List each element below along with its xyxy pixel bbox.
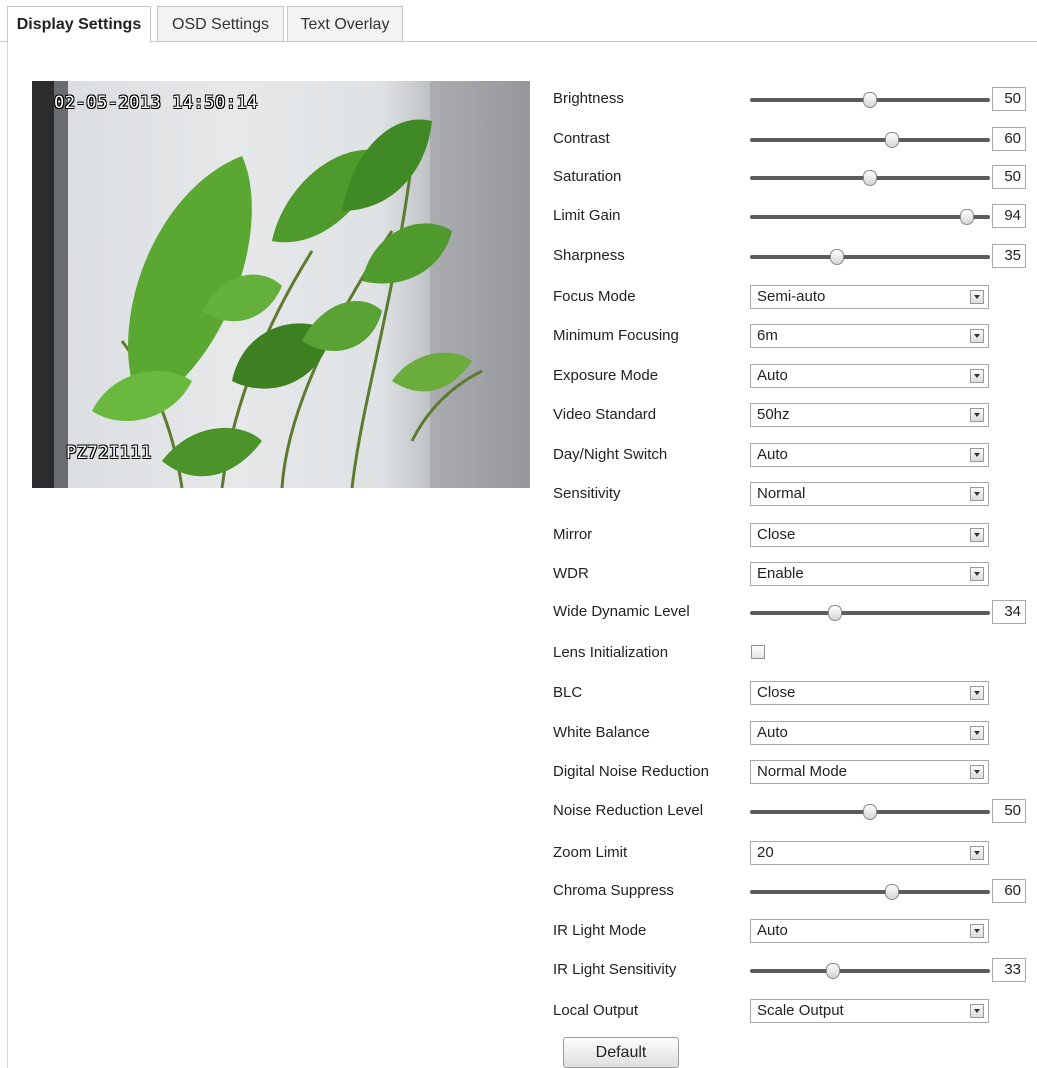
setting-row-white-balance <box>553 719 1033 749</box>
day-night-switch-select[interactable] <box>750 443 989 467</box>
slider-handle[interactable] <box>828 605 842 621</box>
tab-text-overlay[interactable]: Text Overlay <box>287 6 403 41</box>
ir-light-sensitivity-slider[interactable] <box>750 956 990 986</box>
sensitivity-select[interactable] <box>750 482 989 506</box>
zoom-limit-select[interactable] <box>750 841 989 865</box>
slider-handle[interactable] <box>826 963 840 979</box>
setting-label: Digital Noise Reduction <box>553 763 709 780</box>
setting-label: White Balance <box>553 724 650 741</box>
select-value: Auto <box>757 367 788 384</box>
frame-edge <box>54 81 68 488</box>
saturation-slider[interactable] <box>750 163 990 193</box>
dropdown-arrow-icon[interactable] <box>970 369 984 383</box>
setting-row-local-output <box>553 997 1033 1027</box>
slider-handle[interactable] <box>863 92 877 108</box>
dropdown-arrow-icon[interactable] <box>970 408 984 422</box>
limit-gain-slider[interactable] <box>750 202 990 232</box>
select-value: Auto <box>757 724 788 741</box>
select-value: Scale Output <box>757 1002 844 1019</box>
live-video-preview[interactable] <box>32 81 530 488</box>
setting-row-wide-dynamic-level <box>553 598 1033 628</box>
dropdown-arrow-icon[interactable] <box>970 448 984 462</box>
noise-reduction-level-value[interactable]: 50 <box>992 799 1026 823</box>
white-balance-select[interactable] <box>750 721 989 745</box>
setting-label: WDR <box>553 565 589 582</box>
setting-row-lens-initialization <box>553 639 1033 669</box>
setting-row-video-standard <box>553 401 1033 431</box>
contrast-value[interactable]: 60 <box>992 127 1026 151</box>
minimum-focusing-select[interactable] <box>750 324 989 348</box>
setting-label: Exposure Mode <box>553 367 659 384</box>
slider-handle[interactable] <box>863 170 877 186</box>
setting-row-zoom-limit <box>553 839 1033 869</box>
setting-label: Chroma Suppress <box>553 882 674 899</box>
setting-label: Zoom Limit <box>553 844 628 861</box>
sharpness-value[interactable]: 35 <box>992 244 1026 268</box>
wide-dynamic-level-slider[interactable] <box>750 598 990 628</box>
wide-dynamic-level-value[interactable]: 34 <box>992 600 1026 624</box>
plant-leaves <box>92 119 472 476</box>
video-standard-select[interactable] <box>750 403 989 427</box>
chroma-suppress-value[interactable]: 60 <box>992 879 1026 903</box>
dropdown-arrow-icon[interactable] <box>970 846 984 860</box>
select-value: Normal Mode <box>757 763 848 780</box>
setting-row-ir-light-sensitivity <box>553 956 1033 986</box>
tab-display-settings[interactable]: Display Settings <box>7 6 151 43</box>
setting-label: Noise Reduction Level <box>553 802 704 819</box>
dropdown-arrow-icon[interactable] <box>970 1004 984 1018</box>
setting-label: Contrast <box>553 130 610 147</box>
slider-handle[interactable] <box>863 804 877 820</box>
setting-row-saturation <box>553 163 1033 193</box>
limit-gain-value[interactable]: 94 <box>992 204 1026 228</box>
setting-label: Lens Initialization <box>553 644 669 661</box>
select-value: Semi-auto <box>757 288 826 305</box>
setting-label: IR Light Sensitivity <box>553 961 677 978</box>
ir-light-mode-select[interactable] <box>750 919 989 943</box>
slider-track[interactable] <box>750 890 990 894</box>
dropdown-arrow-icon[interactable] <box>970 567 984 581</box>
setting-row-chroma-suppress <box>553 877 1033 907</box>
setting-row-exposure-mode <box>553 362 1033 392</box>
default-button[interactable]: Default <box>563 1037 679 1068</box>
dropdown-arrow-icon[interactable] <box>970 726 984 740</box>
tab-bar <box>0 0 1037 42</box>
video-timestamp: 02-05-2013 14:50:14 <box>54 93 258 113</box>
dropdown-arrow-icon[interactable] <box>970 528 984 542</box>
setting-label: Brightness <box>553 90 624 107</box>
setting-label: Day/Night Switch <box>553 446 668 463</box>
select-value: Auto <box>757 446 788 463</box>
sharpness-slider[interactable] <box>750 242 990 272</box>
noise-reduction-level-slider[interactable] <box>750 797 990 827</box>
setting-row-ir-light-mode <box>553 917 1033 947</box>
dark-edge <box>32 81 54 488</box>
setting-label: IR Light Mode <box>553 922 647 939</box>
setting-label: Minimum Focusing <box>553 327 679 344</box>
setting-label: BLC <box>553 684 583 701</box>
setting-row-sensitivity <box>553 480 1033 510</box>
wdr-select[interactable] <box>750 562 989 586</box>
local-output-select[interactable] <box>750 999 989 1023</box>
setting-row-limit-gain <box>553 202 1033 232</box>
setting-label: Wide Dynamic Level <box>553 603 690 620</box>
setting-label: Sharpness <box>553 247 625 264</box>
slider-handle[interactable] <box>885 884 899 900</box>
setting-row-blc <box>553 679 1033 709</box>
tab-baseline <box>0 41 1037 42</box>
setting-label: Video Standard <box>553 406 657 423</box>
setting-row-noise-reduction-level <box>553 797 1033 827</box>
slider-track[interactable] <box>750 215 990 219</box>
tab-osd-settings[interactable]: OSD Settings <box>157 6 284 41</box>
lens-initialization-checkbox[interactable] <box>751 645 765 659</box>
setting-row-brightness <box>553 85 1033 115</box>
dropdown-arrow-icon[interactable] <box>970 924 984 938</box>
setting-row-wdr <box>553 560 1033 590</box>
ir-light-sensitivity-value[interactable]: 33 <box>992 958 1026 982</box>
digital-noise-reduction-select[interactable] <box>750 760 989 784</box>
chroma-suppress-slider[interactable] <box>750 877 990 907</box>
dropdown-arrow-icon[interactable] <box>970 290 984 304</box>
video-scene <box>32 81 530 488</box>
select-value: 50hz <box>757 406 790 423</box>
dropdown-arrow-icon[interactable] <box>970 329 984 343</box>
mirror-select[interactable] <box>750 523 989 547</box>
brightness-slider[interactable] <box>750 85 990 115</box>
select-value: 6m <box>757 327 778 344</box>
setting-label: Saturation <box>553 168 622 185</box>
slider-track[interactable] <box>750 969 990 973</box>
brightness-value[interactable]: 50 <box>992 87 1026 111</box>
slider-handle[interactable] <box>960 209 974 225</box>
exposure-mode-select[interactable] <box>750 364 989 388</box>
dropdown-arrow-icon[interactable] <box>970 487 984 501</box>
contrast-slider[interactable] <box>750 125 990 155</box>
video-camera-name: PZ72I111 <box>66 443 152 463</box>
setting-row-day-night-switch <box>553 441 1033 471</box>
setting-row-mirror <box>553 521 1033 551</box>
setting-label: Sensitivity <box>553 485 621 502</box>
setting-row-minimum-focusing <box>553 322 1033 352</box>
slider-handle[interactable] <box>830 249 844 265</box>
focus-mode-select[interactable] <box>750 285 989 309</box>
select-value: Normal <box>757 485 806 502</box>
setting-row-sharpness <box>553 242 1033 272</box>
panel-left-border <box>7 42 8 1068</box>
dropdown-arrow-icon[interactable] <box>970 686 984 700</box>
blc-select[interactable] <box>750 681 989 705</box>
select-value: Enable <box>757 565 804 582</box>
slider-track[interactable] <box>750 611 990 615</box>
slider-track[interactable] <box>750 255 990 259</box>
setting-label: Mirror <box>553 526 593 543</box>
dropdown-arrow-icon[interactable] <box>970 765 984 779</box>
setting-row-contrast <box>553 125 1033 155</box>
wall-shadow <box>430 81 530 488</box>
setting-label: Focus Mode <box>553 288 636 305</box>
select-value: Close <box>757 526 796 543</box>
select-value: 20 <box>757 844 774 861</box>
slider-track[interactable] <box>750 138 990 142</box>
select-value: Close <box>757 684 796 701</box>
saturation-value[interactable]: 50 <box>992 165 1026 189</box>
select-value: Auto <box>757 922 788 939</box>
setting-row-digital-noise-reduction <box>553 758 1033 788</box>
slider-handle[interactable] <box>885 132 899 148</box>
setting-label: Local Output <box>553 1002 639 1019</box>
setting-label: Limit Gain <box>553 207 621 224</box>
setting-row-focus-mode <box>553 283 1033 313</box>
